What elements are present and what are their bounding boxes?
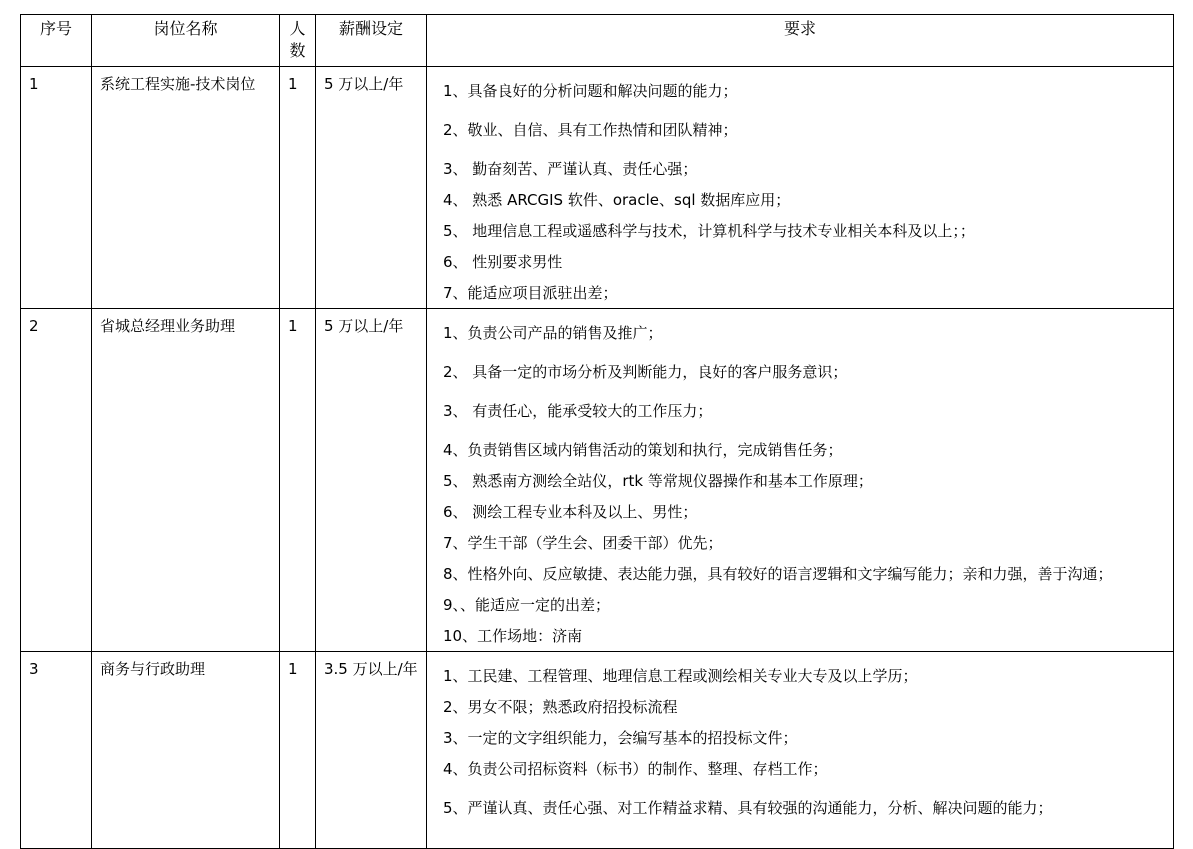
- row-index: 2: [29, 317, 39, 335]
- header-index: 序号: [21, 15, 92, 67]
- requirement-item: 5、 熟悉南方测绘全站仪，rtk 等常规仪器操作和基本工作原理；: [443, 472, 873, 490]
- requirement-item: 6、 性别要求男性: [443, 253, 563, 271]
- header-count: [280, 15, 316, 67]
- requirement-item: 1、负责公司产品的销售及推广；: [443, 324, 663, 342]
- requirement-item: 2、 具备一定的市场分析及判断能力，良好的客户服务意识；: [443, 363, 848, 381]
- table-row: [21, 309, 1174, 652]
- requirement-item: 7、学生干部（学生会、团委干部）优先；: [443, 534, 723, 552]
- requirement-item: 3、 勤奋刻苦、严谨认真、责任心强；: [443, 160, 698, 178]
- table-row: [21, 652, 1174, 849]
- row-count: 1: [288, 317, 298, 335]
- row-requirements: [427, 652, 1174, 849]
- header-salary: 薪酬设定: [316, 15, 427, 67]
- row-count: 1: [288, 75, 298, 93]
- requirement-item: 3、 有责任心，能承受较大的工作压力；: [443, 402, 713, 420]
- requirement-item: 6、 测绘工程专业本科及以上、男性；: [443, 503, 698, 521]
- header-requirements: 要求: [427, 15, 1174, 67]
- row-salary: 5 万以上/年: [324, 317, 404, 335]
- row-salary: 3.5 万以上/年: [324, 660, 418, 678]
- row-count: 1: [288, 660, 298, 678]
- requirement-item: 9、、能适应一定的出差；: [443, 596, 611, 614]
- requirement-item: 1、具备良好的分析问题和解决问题的能力；: [443, 82, 738, 100]
- requirement-item: 5、 地理信息工程或遥感科学与技术，计算机科学与技术专业相关本科及以上；；: [443, 222, 975, 240]
- header-row: [21, 15, 1174, 67]
- header-position: 岗位名称: [92, 15, 280, 67]
- table-row: [21, 67, 1174, 309]
- requirement-item: 1、工民建、工程管理、地理信息工程或测绘相关专业大专及以上学历；: [443, 667, 918, 685]
- requirement-item: 2、敬业、自信、具有工作热情和团队精神；: [443, 121, 738, 139]
- header-count-line1: 人: [289, 19, 306, 38]
- job-table: [20, 14, 1174, 849]
- row-index: 1: [29, 75, 39, 93]
- requirement-item: 8、性格外向、反应敏捷、表达能力强，具有较好的语言逻辑和文字编写能力；亲和力强，善于沟通；: [443, 565, 1113, 583]
- requirement-item: 5、严谨认真、责任心强、对工作精益求精、具有较强的沟通能力，分析、解决问题的能力；: [443, 799, 1053, 817]
- requirement-item: 7、能适应项目派驻出差；: [443, 284, 618, 302]
- header-count-line2: 数: [289, 41, 306, 60]
- row-index: 3: [29, 660, 39, 678]
- row-position: 省城总经理业务助理: [100, 317, 236, 335]
- row-requirements: [427, 67, 1174, 309]
- row-position: 商务与行政助理: [100, 660, 206, 678]
- row-position: 系统工程实施-技术岗位: [100, 75, 256, 93]
- requirement-item: 4、 熟悉 ARCGIS 软件、oracle、sql 数据库应用；: [443, 191, 791, 209]
- requirement-item: 10、工作场地：济南: [443, 627, 583, 645]
- requirement-item: 4、负责销售区域内销售活动的策划和执行，完成销售任务；: [443, 441, 843, 459]
- row-requirements: [427, 309, 1174, 652]
- requirement-item: 4、负责公司招标资料（标书）的制作、整理、存档工作；: [443, 760, 828, 778]
- requirement-item: 2、男女不限；熟悉政府招投标流程: [443, 698, 678, 716]
- requirement-item: 3、一定的文字组织能力，会编写基本的招投标文件；: [443, 729, 798, 747]
- row-salary: 5 万以上/年: [324, 75, 404, 93]
